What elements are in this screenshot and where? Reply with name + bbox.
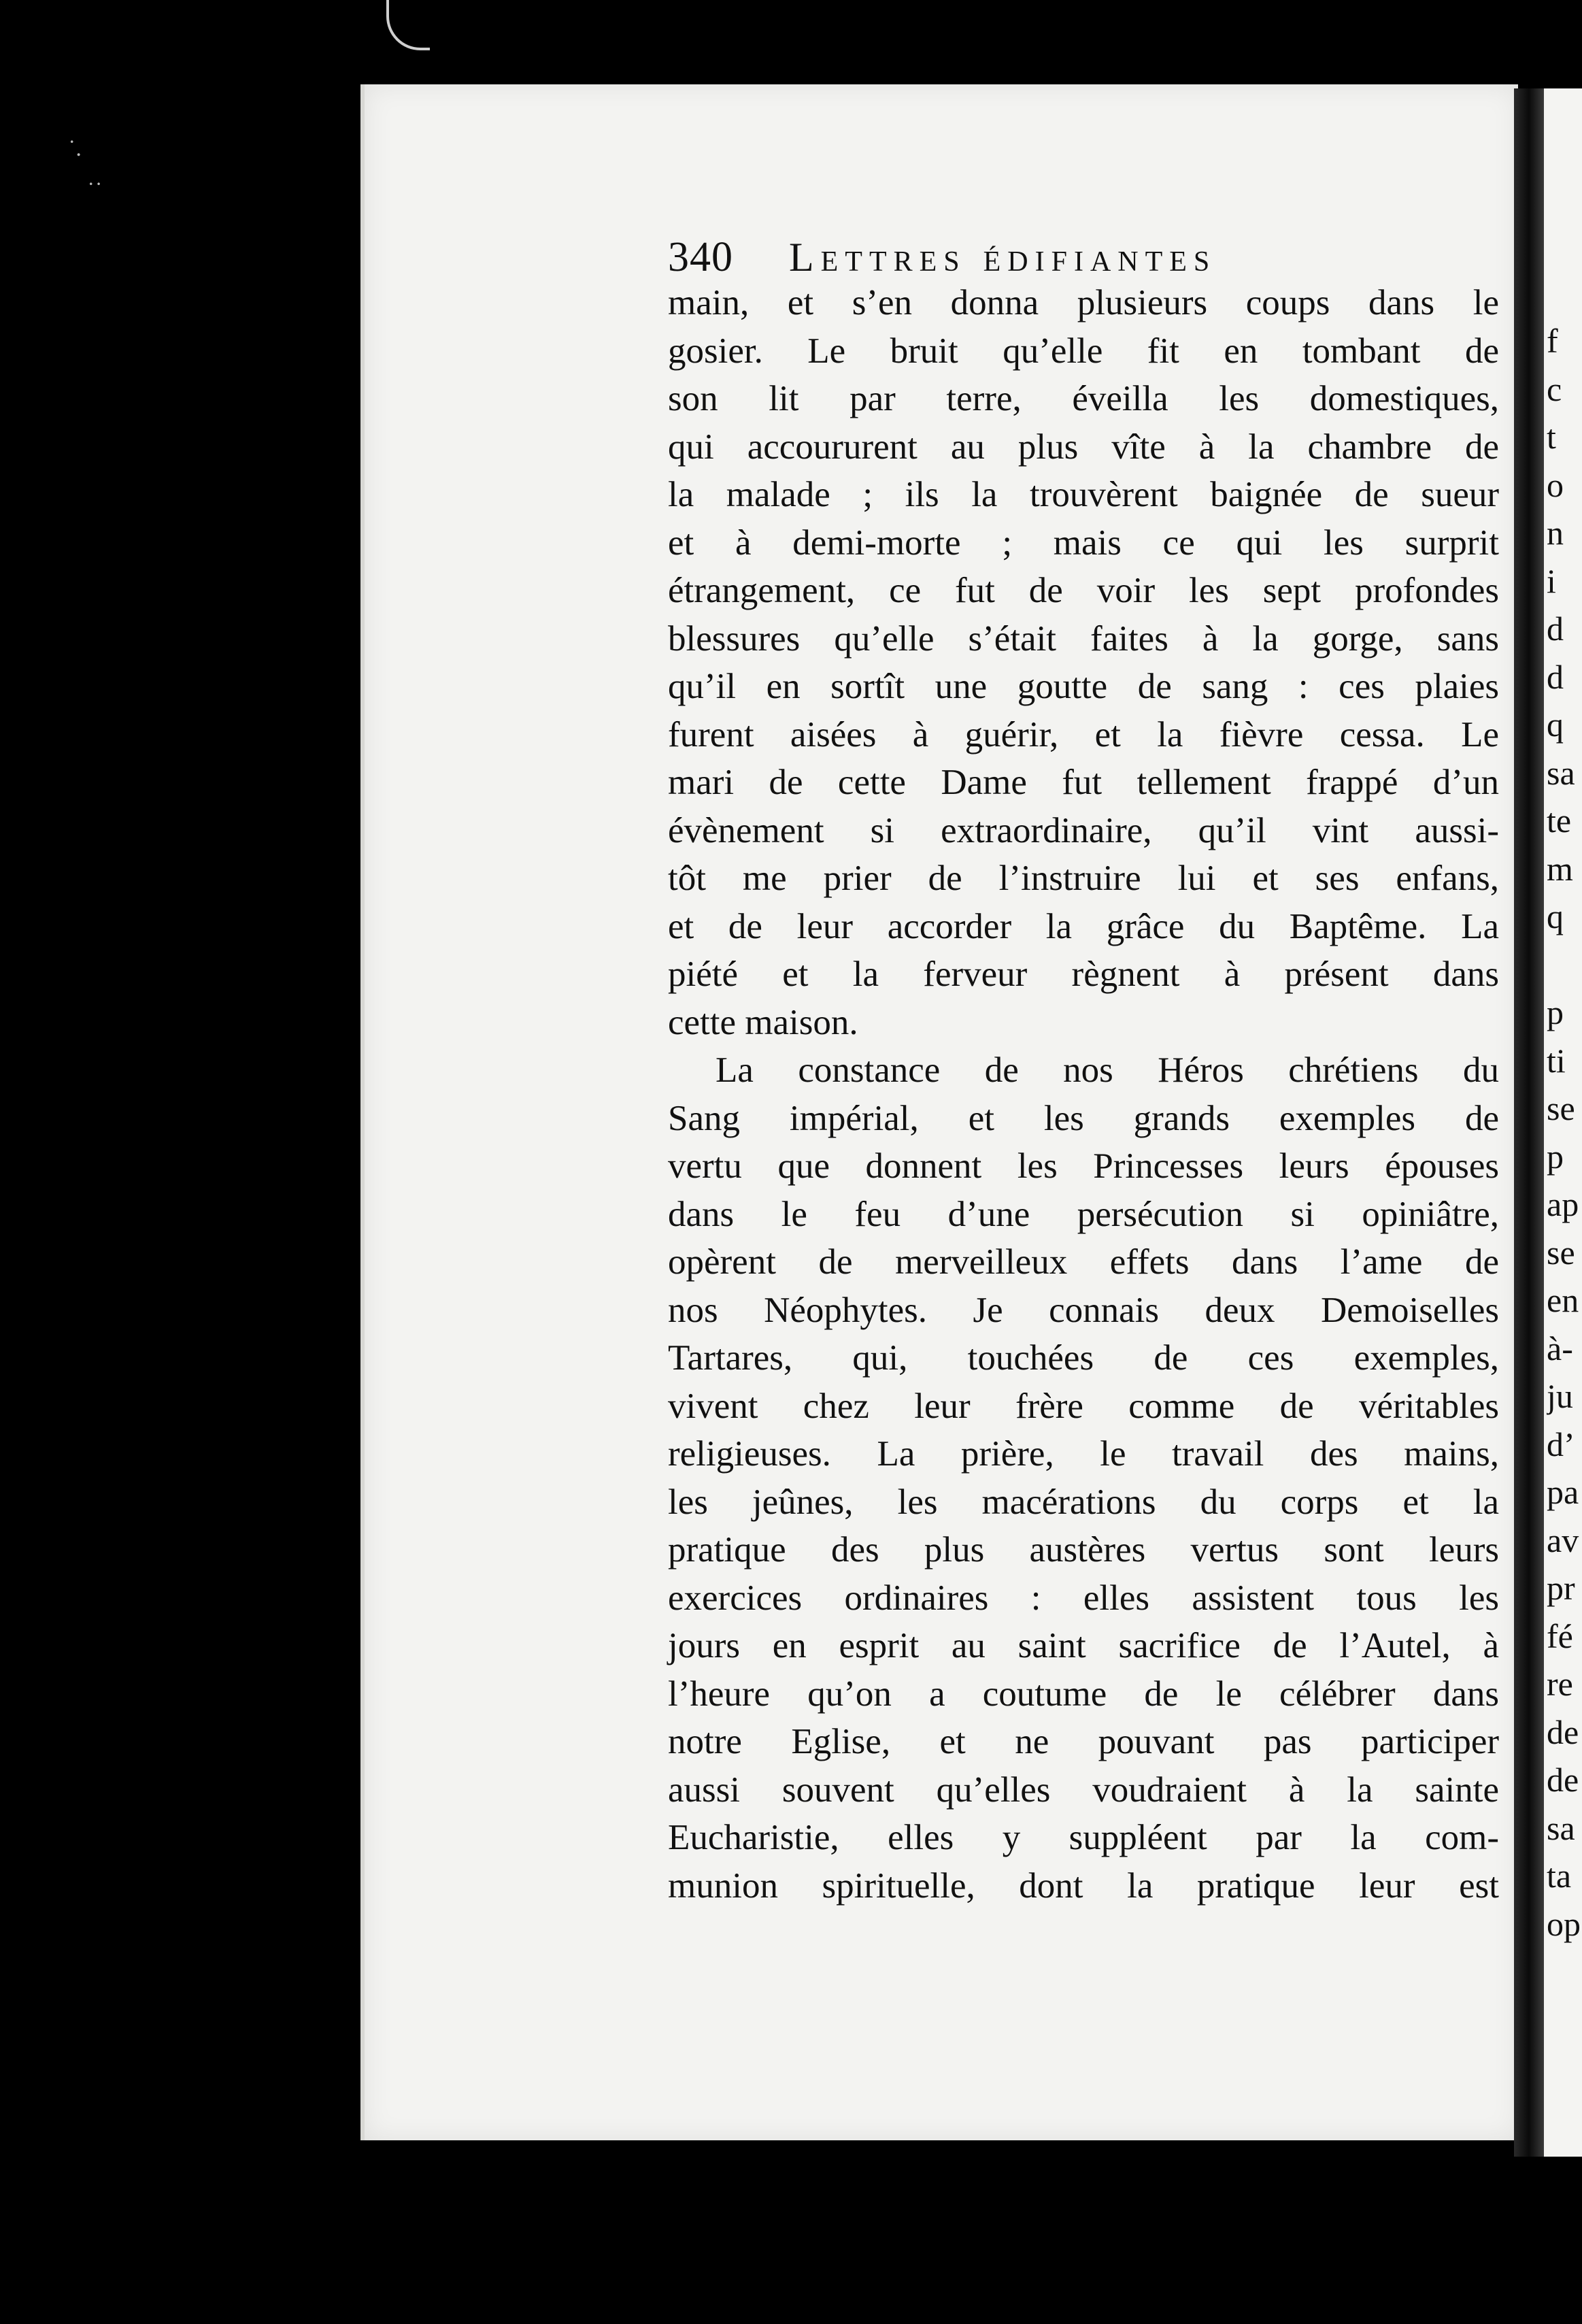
right-page-fragment: p: [1547, 993, 1564, 1031]
text-line: jours en esprit au saint sacrifice de l’Autel, à: [668, 1626, 1499, 1665]
right-page-fragment: q: [1547, 706, 1564, 744]
text-line: étrangement, ce fut de voir les sept profondes: [668, 571, 1499, 610]
text-line: nos Néophytes. Je connais deux Demoiselles: [668, 1290, 1499, 1330]
running-title: Lettres édifiantes: [789, 235, 1217, 280]
right-page-fragment: sa: [1547, 1808, 1575, 1847]
text-line: et de leur accorder la grâce du Baptême. La: [668, 906, 1499, 946]
text-line: munion spirituelle, dont la pratique leur est: [668, 1865, 1499, 1906]
right-page-fragment: op: [1547, 1904, 1581, 1943]
text-line: vertu que donnent les Princesses leurs épouses: [668, 1146, 1499, 1186]
text-line: mari de cette Dame fut tellement frappé d’un: [668, 763, 1499, 802]
text-line: la malade ; ils la trouvèrent baignée de sueur: [668, 475, 1499, 514]
right-page-fragment: q: [1547, 897, 1564, 935]
right-page-fragment: [1547, 941, 1582, 989]
right-page-fragment: ta: [1547, 1857, 1572, 1895]
text-line: tôt me prier de l’instruire lui et ses enfans,: [668, 859, 1499, 898]
scan-corner-mark: [386, 0, 430, 50]
right-page-fragment: o: [1547, 465, 1564, 504]
right-page-fragment: se: [1547, 1089, 1575, 1127]
right-page-fragment: av: [1547, 1521, 1579, 1559]
text-line: gosier. Le bruit qu’elle fit en tombant de: [668, 331, 1499, 371]
running-head: [668, 233, 1499, 282]
right-page-fragment: en: [1547, 1281, 1579, 1319]
text-line: vivent chez leur frère comme de véritables: [668, 1386, 1499, 1426]
text-line: blessures qu’elle s’était faites à la gorge, sans: [668, 618, 1499, 659]
right-page-fragment: se: [1547, 1233, 1575, 1272]
right-page-fragment: c: [1547, 369, 1562, 408]
text-line: religieuses. La prière, le travail des mains,: [668, 1434, 1499, 1474]
text-line: main, et s’en donna plusieurs coups dans le: [668, 283, 1499, 322]
text-line: et à demi-morte ; mais ce qui les surprit: [668, 522, 1499, 563]
right-page-fragment: p: [1547, 1137, 1564, 1176]
text-line: aussi souvent qu’elles voudraient à la sainte: [668, 1770, 1499, 1810]
text-line: qu’il en sortît une goutte de sang : ces plaies: [668, 667, 1499, 706]
right-page-fragment: ap: [1547, 1185, 1579, 1223]
scan-speck: ˙˙: [87, 178, 103, 203]
text-line: piété et la ferveur règnent à présent dans: [668, 954, 1499, 994]
right-page-fragment: d: [1547, 657, 1564, 696]
right-page-fragment: t: [1547, 418, 1556, 456]
paragraph-end-line: cette maison.: [668, 1002, 858, 1042]
right-page-fragment: ju: [1547, 1377, 1573, 1415]
text-line: dans le feu d’une persécution si opiniâtre,: [668, 1194, 1499, 1234]
right-page-text-fragments: [1547, 317, 1582, 1948]
text-line: exercices ordinaires : elles assistent tous les: [668, 1578, 1499, 1618]
book-gutter: [1514, 88, 1544, 2157]
right-page-fragment: n: [1547, 514, 1564, 552]
right-page-fragment: à-: [1547, 1329, 1573, 1367]
text-line: évènement si extraordinaire, qu’il vint aussi-: [668, 810, 1499, 850]
text-line: Sang impérial, et les grands exemples de: [668, 1098, 1499, 1138]
paragraph-start-line: La constance de nos Héros chrétiens du: [716, 1050, 1499, 1090]
page-number: 340: [668, 234, 733, 280]
right-page-fragment: pr: [1547, 1569, 1575, 1607]
right-page-fragment: te: [1547, 801, 1572, 840]
right-page-fragment: de: [1547, 1712, 1579, 1751]
right-page-fragment: de: [1547, 1761, 1579, 1799]
right-page-fragment: i: [1547, 561, 1556, 600]
right-page-fragment: f: [1547, 322, 1558, 360]
text-line: les jeûnes, les macérations du corps et la: [668, 1482, 1499, 1522]
scan-speck: ˙.: [68, 136, 82, 161]
text-line: furent aisées à guérir, et la fièvre cessa. Le: [668, 714, 1499, 754]
right-page-fragment: d’: [1547, 1425, 1575, 1463]
right-page-fragment: d: [1547, 610, 1564, 648]
right-page-fragment: sa: [1547, 753, 1575, 792]
text-line: opèrent de merveilleux effets dans l’ame de: [668, 1242, 1499, 1282]
right-page-fragment: ti: [1547, 1041, 1566, 1080]
text-line: qui accoururent au plus vîte à la chambre de: [668, 427, 1499, 467]
right-page-fragment: fé: [1547, 1616, 1573, 1655]
right-page-fragment: re: [1547, 1665, 1573, 1703]
page-text-block: [668, 233, 1499, 1910]
right-page-fragment: pa: [1547, 1473, 1579, 1511]
text-line: notre Eglise, et ne pouvant pas participer: [668, 1722, 1499, 1761]
text-line: son lit par terre, éveilla les domestiques,: [668, 379, 1499, 418]
body-text: [668, 279, 1499, 1910]
text-line: pratique des plus austères vertus sont leurs: [668, 1530, 1499, 1570]
text-line: Tartares, qui, touchées de ces exemples,: [668, 1338, 1499, 1378]
right-page-fragment: m: [1547, 849, 1573, 888]
text-line: Eucharistie, elles y suppléent par la com-: [668, 1818, 1499, 1857]
text-line: l’heure qu’on a coutume de le célébrer dans: [668, 1674, 1499, 1714]
